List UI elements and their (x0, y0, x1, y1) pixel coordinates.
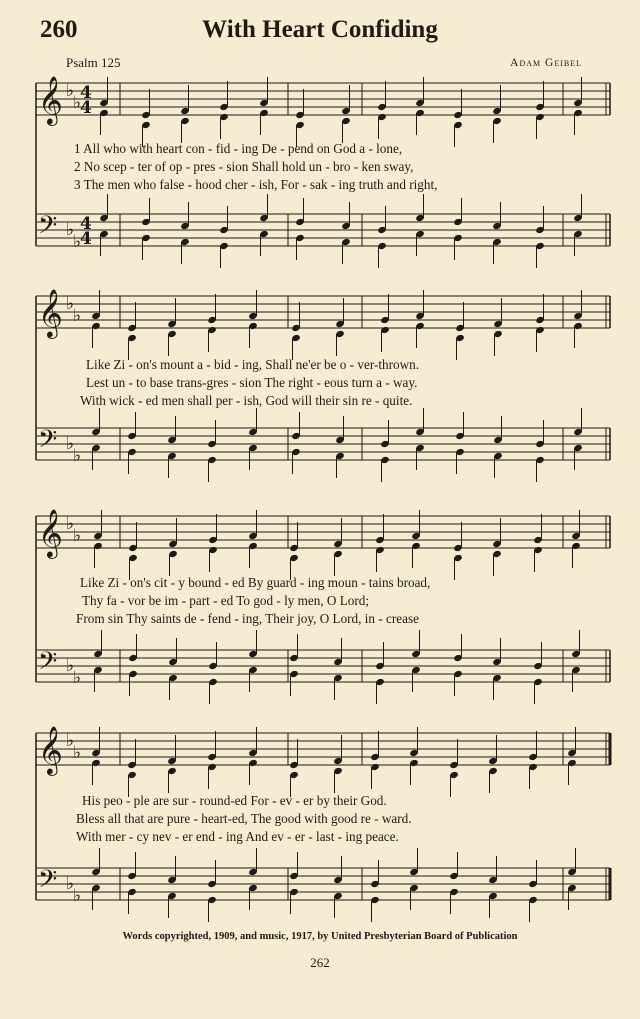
verse-line: Like Zi - on's cit - y bound - ed By guard - ing moun - tains broad, (80, 575, 431, 590)
flat-icon: ♭ (73, 886, 82, 906)
psalm-reference: Psalm 125 (66, 55, 121, 70)
treble-clef-icon: 𝄞 (38, 75, 63, 124)
flat-icon: ♭ (73, 668, 82, 688)
flat-icon: ♭ (73, 93, 82, 113)
bass-clef-icon: 𝄢 (38, 211, 58, 246)
flat-icon: ♭ (66, 434, 75, 454)
flat-icon: ♭ (66, 656, 75, 676)
verse-line: Lest un - to base trans-gres - sion The right - eous turn a - way. (86, 375, 418, 390)
treble-clef-icon: 𝄞 (38, 725, 63, 774)
verse-line: Like Zi - on's mount a - bid - ing, Shall ne'er be o - ver-thrown. (86, 357, 419, 372)
verse-line: With wick - ed men shall per - ish, God will their sin re - quite. (80, 393, 413, 408)
time-signature: 4 (80, 229, 92, 249)
flat-icon: ♭ (66, 81, 75, 101)
verse-line: From sin Thy saints de - fend - ing, Their joy, O Lord, in - crease (76, 611, 419, 626)
verse-line: His peo - ple are sur - round-ed For - ev - er by their God. (82, 793, 387, 808)
verse-line: 1 All who with heart con - fid - ing De - pend on God a - lone, (74, 141, 403, 156)
flat-icon: ♭ (73, 743, 82, 763)
hymn-number: 260 (40, 16, 78, 43)
time-signature: 4 (80, 214, 92, 234)
flat-icon: ♭ (66, 220, 75, 240)
flat-icon: ♭ (66, 514, 75, 534)
verse-line: Thy fa - vor be im - part - ed To god - ly men, O Lord; (82, 593, 370, 608)
time-signature: 4 (80, 83, 92, 103)
flat-icon: ♭ (66, 731, 75, 751)
flat-icon: ♭ (73, 526, 82, 546)
treble-clef-icon: 𝄞 (38, 288, 63, 337)
hymn-title: With Heart Confiding (202, 16, 438, 43)
bass-clef-icon: 𝄢 (38, 647, 58, 682)
treble-clef-icon: 𝄞 (38, 508, 63, 557)
bass-clef-icon: 𝄢 (38, 865, 58, 900)
copyright-notice: Words copyrighted, 1909, and music, 1917, by United Presbyterian Board of Publication (122, 931, 518, 942)
verse-line: 2 No scep - ter of op - pres - sion Shall hold un - bro - ken sway, (74, 159, 414, 174)
flat-icon: ♭ (73, 446, 82, 466)
flat-icon: ♭ (66, 294, 75, 314)
verse-line: Bless all that are pure - heart-ed, The good with good re - ward. (76, 811, 412, 826)
page-number: 262 (310, 955, 330, 970)
flat-icon: ♭ (73, 306, 82, 326)
bass-clef-icon: 𝄢 (38, 425, 58, 460)
time-signature: 4 (80, 98, 92, 118)
verse-line: With mer - cy nev - er end - ing And ev - er - last - ing peace. (76, 829, 399, 844)
verse-line: 3 The men who false - hood cher - ish, For - sak - ing truth and right, (74, 177, 438, 192)
flat-icon: ♭ (73, 232, 82, 252)
composer-credit: Adam Geibel (510, 57, 582, 69)
flat-icon: ♭ (66, 874, 75, 894)
